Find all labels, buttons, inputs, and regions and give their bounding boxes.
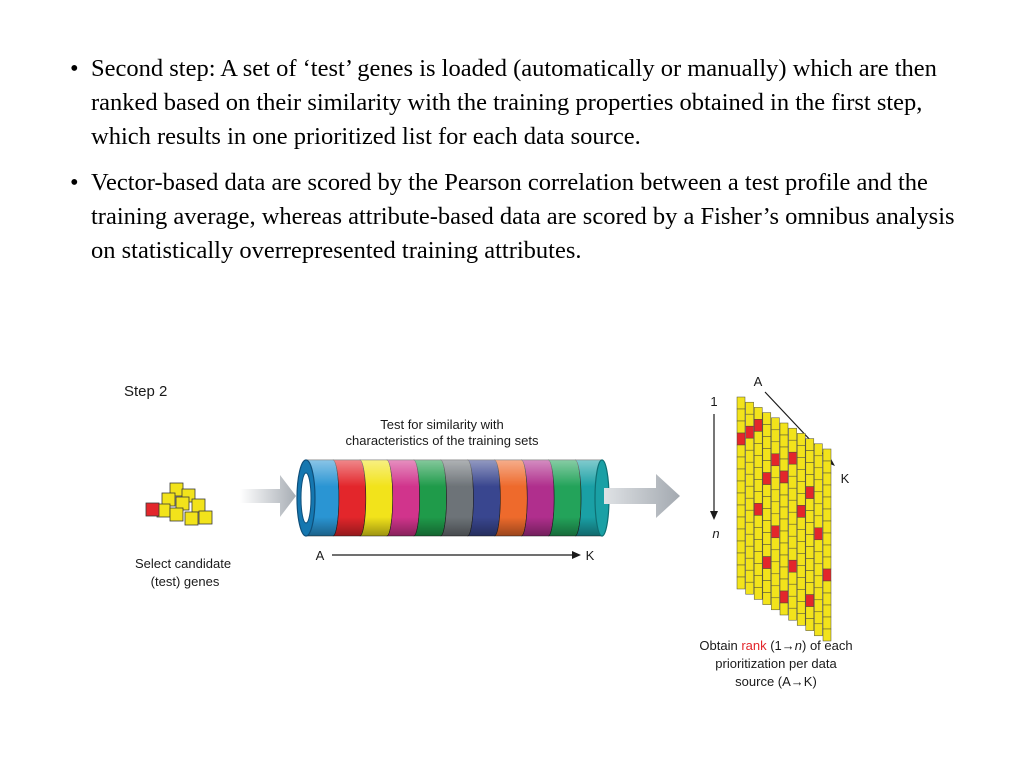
candidate-gene-cluster (146, 483, 212, 525)
rank-arrowhead (710, 511, 718, 520)
ranked-gene-cell (754, 515, 762, 527)
ranked-gene-red (754, 503, 762, 515)
ranked-gene-cell (754, 563, 762, 575)
candidate-gene (192, 499, 205, 512)
ranked-gene-cell (797, 517, 805, 529)
ranked-gene-cell (763, 533, 771, 545)
ranked-gene-red (806, 487, 814, 499)
axis-end-label: K (585, 548, 595, 563)
ranked-gene-cell (823, 605, 831, 617)
ranked-gene-cell (806, 583, 814, 595)
obtain-n: n (794, 638, 803, 653)
ranked-gene-red (780, 471, 788, 483)
obtain-suffix: ) of each (802, 638, 853, 653)
matrix-top-label: A (753, 374, 763, 389)
bullet-dot: • (70, 169, 79, 196)
ranked-gene-cell (789, 464, 797, 476)
ranked-gene-cell (780, 555, 788, 567)
ranked-gene-cell (806, 523, 814, 535)
rank-top-label: 1 (710, 394, 718, 409)
ranked-gene-cell (789, 476, 797, 488)
ranked-gene-cell (789, 608, 797, 620)
ranked-gene-cell (746, 414, 754, 426)
ranked-gene-cell (771, 550, 779, 562)
ranked-gene-cell (789, 548, 797, 560)
ranked-gene-cell (797, 601, 805, 613)
ranked-gene-cell (814, 540, 822, 552)
ranked-gene-cell (780, 495, 788, 507)
output-arrow (604, 474, 680, 518)
obtain-prefix: Obtain (699, 638, 742, 653)
ranked-gene-cell (789, 440, 797, 452)
ranked-gene-cell (780, 423, 788, 435)
ranked-gene-cell (789, 572, 797, 584)
ranked-gene-cell (771, 418, 779, 430)
ranked-gene-cell (763, 413, 771, 425)
ranked-gene-cell (814, 552, 822, 564)
ranked-gene-cell (823, 617, 831, 629)
ranked-gene-cell (814, 564, 822, 576)
ranked-gene-cell (771, 430, 779, 442)
ranked-gene-cell (797, 529, 805, 541)
ranked-gene-cell (806, 451, 814, 463)
ranked-gene-cell (823, 497, 831, 509)
ranked-gene-cell (780, 483, 788, 495)
a-to-k-arrowhead (572, 551, 581, 559)
ranked-gene-cell (814, 600, 822, 612)
ranked-gene-red (746, 426, 754, 438)
ranked-gene-cell (737, 481, 745, 493)
ranked-gene-cell (806, 547, 814, 559)
ranked-gene-red (754, 419, 762, 431)
ranked-gene-cell (823, 557, 831, 569)
test-label-line1: Test for similarity with (380, 417, 504, 432)
ranked-gene-cell (771, 586, 779, 598)
ranked-gene-cell (754, 431, 762, 443)
ranked-gene-cell (823, 473, 831, 485)
ranked-gene-cell (806, 607, 814, 619)
ranked-gene-cell (763, 509, 771, 521)
ranked-gene-cell (737, 409, 745, 421)
ranked-gene-cell (737, 445, 745, 457)
ranked-gene-cell (780, 579, 788, 591)
ranked-gene-cell (754, 467, 762, 479)
ranked-gene-cell (780, 447, 788, 459)
ranked-gene-cell (806, 475, 814, 487)
ranked-gene-cell (780, 435, 788, 447)
ranked-gene-cell (763, 581, 771, 593)
ranked-gene-red (763, 557, 771, 569)
ranked-gene-cell (780, 531, 788, 543)
ranked-gene-cell (763, 461, 771, 473)
ranked-gene-cell (754, 575, 762, 587)
ranked-gene-cell (737, 517, 745, 529)
ranked-gene-cell (737, 397, 745, 409)
ranked-gene-red (823, 569, 831, 581)
ranked-gene-cell (797, 493, 805, 505)
ranked-gene-cell (746, 462, 754, 474)
candidate-gene (170, 508, 183, 521)
ranked-gene-cell (823, 581, 831, 593)
ranked-gene-cell (746, 498, 754, 510)
ranked-gene-red (737, 433, 745, 445)
ranked-gene-cell (763, 497, 771, 509)
ranked-gene-cell (814, 588, 822, 600)
ranked-gene-cell (806, 535, 814, 547)
ranked-gene-cell (797, 613, 805, 625)
ranked-gene-red (797, 505, 805, 517)
obtain-label-line3: source (A→K) (735, 674, 817, 689)
ranked-gene-cell (806, 511, 814, 523)
bullet-text: Vector-based data are scored by the Pearson correlation between a test profile and the training average, whereas attribute-based data are scored by a Fisher’s omnibus analysis on statistically overrepresented training attributes. (91, 169, 955, 264)
ranked-gene-cell (737, 565, 745, 577)
ranked-gene-cell (814, 612, 822, 624)
ranked-gene-cell (771, 538, 779, 550)
ranked-gene-cell (746, 402, 754, 414)
ranked-gene-cell (823, 461, 831, 473)
ranked-gene-red (789, 452, 797, 464)
step-label: Step 2 (124, 383, 168, 400)
ranked-gene-cell (771, 574, 779, 586)
ranked-gene-cell (797, 469, 805, 481)
ranked-gene-cell (746, 474, 754, 486)
ranked-gene-cell (737, 493, 745, 505)
ranked-gene-cell (746, 558, 754, 570)
ranked-gene-cell (737, 577, 745, 589)
ranked-gene-cell (797, 541, 805, 553)
candidate-label-line1: Select candidate (134, 556, 232, 571)
obtain-label-line2: prioritization per data (715, 656, 837, 671)
ranked-gene-cell (763, 569, 771, 581)
ranked-gene-cell (771, 478, 779, 490)
obtain-range: (1→ (766, 638, 795, 653)
rank-bottom-label: n (712, 526, 720, 541)
ranked-gene-cell (754, 479, 762, 491)
ranked-gene-cell (754, 527, 762, 539)
ranked-gene-cell (823, 485, 831, 497)
candidate-gene (185, 512, 198, 525)
ranked-gene-cell (746, 534, 754, 546)
ranked-gene-cell (763, 425, 771, 437)
ranked-gene-cell (754, 551, 762, 563)
ranked-gene-cell (797, 433, 805, 445)
candidate-gene-red (146, 503, 159, 516)
ranked-gene-cell (780, 567, 788, 579)
ranked-gene-cell (814, 480, 822, 492)
ranked-gene-cell (823, 545, 831, 557)
training-cylinder (297, 460, 609, 536)
bullet-dot: • (70, 55, 79, 82)
ranked-gene-cell (789, 536, 797, 548)
test-label-line2: characteristics of the training sets (345, 433, 539, 448)
ranked-gene-cell (789, 524, 797, 536)
ranked-gene-cell (823, 533, 831, 545)
ranked-gene-cell (771, 466, 779, 478)
ranked-gene-cell (797, 445, 805, 457)
ranked-gene-cell (806, 439, 814, 451)
ranked-gene-cell (763, 521, 771, 533)
ranked-gene-cell (746, 582, 754, 594)
matrix-side-label: K (840, 471, 850, 486)
ranked-gene-cell (806, 463, 814, 475)
ranked-gene-cell (823, 593, 831, 605)
ranked-gene-cell (746, 438, 754, 450)
ranked-gene-cell (746, 486, 754, 498)
ranked-gene-cell (789, 584, 797, 596)
input-arrow (240, 475, 296, 517)
cylinder-shading (306, 460, 602, 536)
ranked-gene-cell (754, 407, 762, 419)
ranked-gene-cell (814, 468, 822, 480)
ranked-gene-cell (814, 576, 822, 588)
ranked-gene-cell (797, 565, 805, 577)
axis-start-label: A (315, 548, 325, 563)
ranked-gene-cell (771, 442, 779, 454)
ranked-gene-cell (806, 571, 814, 583)
candidate-gene (199, 511, 212, 524)
ranked-gene-cell (797, 589, 805, 601)
ranked-gene-cell (814, 516, 822, 528)
ranked-gene-cell (814, 624, 822, 636)
ranked-gene-cell (789, 488, 797, 500)
ranked-gene-cell (780, 519, 788, 531)
ranked-gene-red (780, 591, 788, 603)
ranked-gene-red (814, 528, 822, 540)
ranked-gene-cell (754, 443, 762, 455)
ranked-gene-cell (746, 522, 754, 534)
ranked-gene-cell (823, 521, 831, 533)
ranked-gene-cell (797, 457, 805, 469)
ranked-gene-cell (780, 507, 788, 519)
ranked-gene-cell (737, 457, 745, 469)
ranked-gene-cell (823, 449, 831, 461)
ranked-gene-red (789, 560, 797, 572)
ranked-gene-cell (763, 437, 771, 449)
ranked-gene-cell (797, 481, 805, 493)
ranked-gene-cell (814, 504, 822, 516)
ranked-gene-cell (746, 546, 754, 558)
ranked-gene-cell (771, 490, 779, 502)
ranked-gene-cell (754, 587, 762, 599)
candidate-label-line2: (test) genes (150, 574, 220, 589)
ranked-gene-cell (737, 541, 745, 553)
ranked-lists-matrix (737, 397, 831, 641)
ranked-gene-cell (806, 499, 814, 511)
ranked-gene-red (806, 595, 814, 607)
ranked-gene-cell (823, 509, 831, 521)
ranked-gene-cell (754, 455, 762, 467)
ranked-gene-cell (737, 529, 745, 541)
ranked-gene-cell (746, 510, 754, 522)
obtain-rank-word: rank (741, 638, 767, 653)
ranked-gene-cell (789, 596, 797, 608)
ranked-gene-cell (797, 553, 805, 565)
ranked-gene-cell (814, 456, 822, 468)
ranked-gene-cell (763, 593, 771, 605)
ranked-gene-cell (814, 444, 822, 456)
ranked-gene-cell (771, 514, 779, 526)
ranked-gene-red (771, 454, 779, 466)
ranked-gene-cell (789, 500, 797, 512)
ranked-gene-cell (780, 543, 788, 555)
ranked-gene-cell (771, 502, 779, 514)
ranked-gene-cell (780, 603, 788, 615)
ranked-gene-cell (780, 459, 788, 471)
obtain-label-line1 (699, 638, 852, 653)
bullet-text: Second step: A set of ‘test’ genes is loaded (automatically or manually) which are then ranked based on their similarity with the training properties obtained in the first step, which results in one prioritized list for each data source. (91, 55, 937, 150)
ranked-gene-cell (754, 491, 762, 503)
ranked-gene-cell (806, 619, 814, 631)
ranked-gene-red (771, 526, 779, 538)
ranked-gene-cell (754, 539, 762, 551)
ranked-gene-cell (814, 492, 822, 504)
ranked-gene-cell (763, 449, 771, 461)
cylinder-hole (301, 473, 311, 523)
ranked-gene-cell (746, 450, 754, 462)
ranked-gene-cell (737, 553, 745, 565)
ranked-gene-cell (771, 598, 779, 610)
ranked-gene-cell (737, 469, 745, 481)
ranked-gene-cell (771, 562, 779, 574)
ranked-gene-cell (797, 577, 805, 589)
ranked-gene-cell (806, 559, 814, 571)
ranked-gene-cell (789, 512, 797, 524)
ranked-gene-cell (789, 428, 797, 440)
ranked-gene-cell (737, 421, 745, 433)
ranked-gene-cell (763, 545, 771, 557)
ranked-gene-cell (746, 570, 754, 582)
ranked-gene-cell (763, 485, 771, 497)
ranked-gene-cell (737, 505, 745, 517)
ranked-gene-red (763, 473, 771, 485)
